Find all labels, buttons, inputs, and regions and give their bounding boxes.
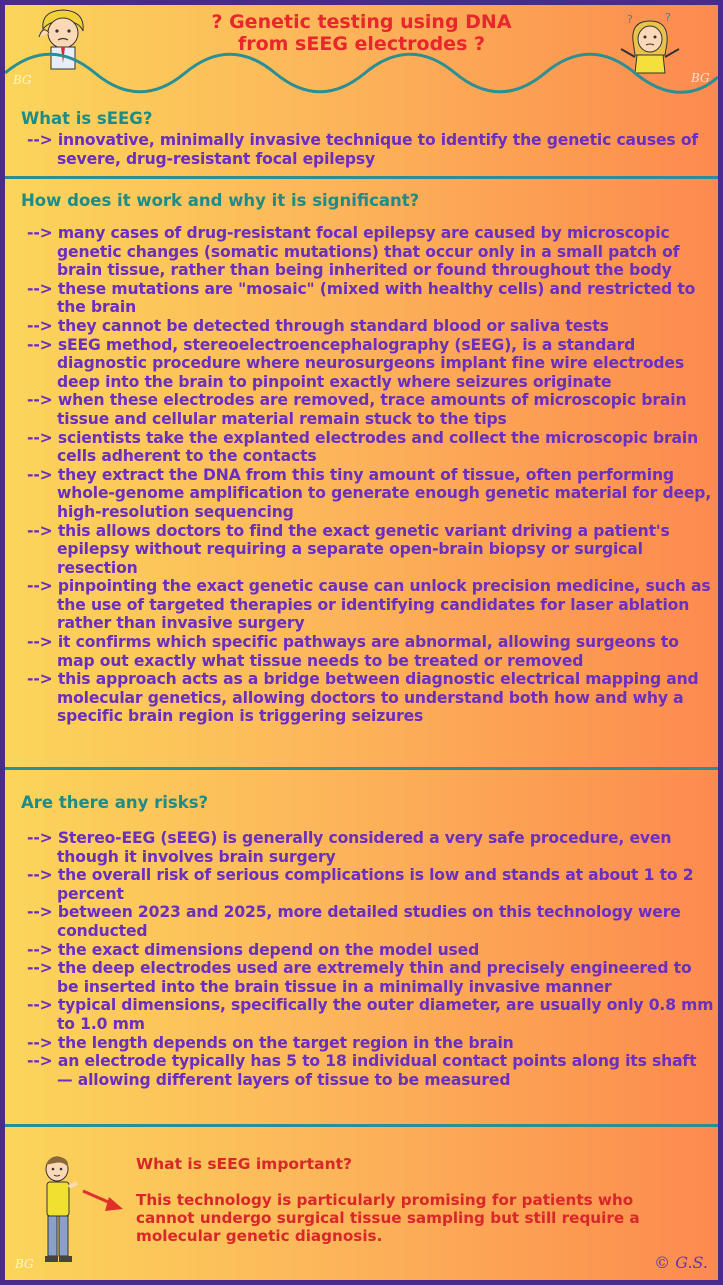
list-item: --> Stereo-EEG (sEEG) is generally considered a very safe procedure, even though it involves brain surgery [27, 829, 672, 866]
list-item: --> this approach acts as a bridge between diagnostic electrical mapping and molecular genetics, allowing doctors to understand both how and why a specific brain region is triggering seizures [27, 670, 699, 726]
list-item: --> the overall risk of serious complications is low and stands at about 1 to 2 percent [27, 866, 694, 903]
list-item: --> the length depends on the target region in the brain [27, 1033, 514, 1052]
title-line-1: ? Genetic testing using DNA [211, 11, 512, 33]
list-item: --> innovative, minimally invasive technique to identify the genetic causes of severe, drug-resistant focal epilepsy [27, 131, 699, 168]
list-item: --> scientists take the explanted electrodes and collect the microscopic brain cells adherent to the contacts [27, 428, 699, 466]
list-item: --> sEEG method, stereoelectroencephalography (sEEG), is a standard diagnostic procedure where neurosurgeons implant fine wire electrodes deep into the brain to pinpoint exactly where seizures originate [27, 335, 684, 391]
list-item: --> the deep electrodes used are extremely thin and precisely engineered to be inserted into the brain tissue in a minimally invasive manner [27, 959, 692, 996]
signature-left: BG [13, 73, 32, 87]
section-risks-list [27, 829, 717, 1089]
signature-bottom: BG [15, 1257, 34, 1271]
section-risks-title: Are there any risks? [21, 793, 209, 812]
list-item: --> pinpointing the exact genetic cause can unlock precision medicine, such as the use of targeted therapies or identifying candidates for laser ablation rather than invasive surgery [27, 577, 711, 633]
title-line-2: from sEEG electrodes ? [237, 33, 486, 55]
header-wave [5, 43, 718, 103]
svg-text:?: ? [627, 13, 633, 26]
list-item: --> the exact dimensions depend on the model used [27, 940, 480, 959]
section-importance-text: This technology is particularly promising for patients who cannot undergo surgical tissue sampling but still require a molecular genetic diagnosis. [136, 1191, 640, 1245]
section-what-is-seeg-list [27, 131, 717, 168]
list-item: --> this allows doctors to find the exact genetic variant driving a patient's epilepsy without requiring a separate open-brain biopsy or surgical resection [27, 521, 670, 577]
list-item: --> these mutations are "mosaic" (mixed with healthy cells) and restricted to the brain [27, 279, 696, 317]
list-item: --> many cases of drug-resistant focal epilepsy are caused by microscopic genetic changes (somatic mutations) that occur only in a small patch of brain tissue, rather than being inherited or found throughout the body [27, 224, 680, 280]
copyright: © G.S. [654, 1253, 708, 1272]
list-item: --> they extract the DNA from this tiny amount of tissue, often performing whole-genome amplification to generate enough genetic material for deep, high-resolution sequencing [27, 465, 712, 521]
section-importance-title: What is sEEG important? [136, 1155, 353, 1173]
section-how-it-works-list [27, 224, 717, 726]
man-character-icon [37, 1155, 81, 1265]
arrow-right-icon [79, 1185, 129, 1215]
svg-text:?: ? [665, 11, 671, 24]
section-how-it-works-title: How does it work and why it is significant? [21, 191, 420, 210]
list-item: --> typical dimensions, specifically the outer diameter, are usually only 0.8 mm to 1.0 mm [27, 996, 714, 1033]
divider [5, 176, 718, 179]
section-what-is-seeg-title: What is sEEG? [21, 109, 153, 128]
header [5, 5, 718, 100]
signature-right: BG [691, 71, 710, 85]
list-item: --> when these electrodes are removed, trace amounts of microscopic brain tissue and cellular material remain stuck to the tips [27, 391, 687, 428]
list-item: --> it confirms which specific pathways are abnormal, allowing surgeons to map out exactly what tissue needs to be treated or removed [27, 633, 679, 670]
list-item: --> between 2023 and 2025, more detailed studies on this technology were conducted [27, 903, 681, 940]
divider [5, 1124, 718, 1127]
list-item: --> they cannot be detected through standard blood or saliva tests [27, 316, 609, 335]
divider [5, 767, 718, 770]
list-item: --> an electrode typically has 5 to 18 individual contact points along its shaft — allowing different layers of tissue to be measured [27, 1052, 697, 1089]
